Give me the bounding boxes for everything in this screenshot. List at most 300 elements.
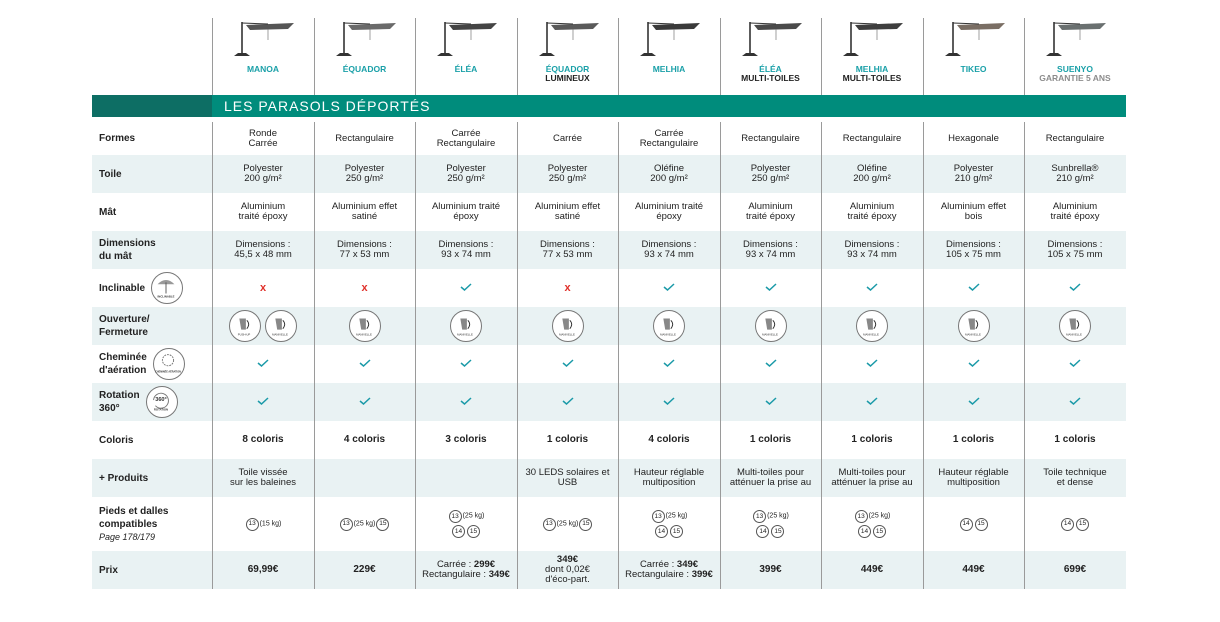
base-number: 15 <box>1076 518 1089 531</box>
check-icon <box>866 397 878 405</box>
svg-text:MANIVELLE: MANIVELLE <box>863 332 879 337</box>
cell-line: USB <box>557 477 578 488</box>
cell-pieds-3 <box>517 497 618 551</box>
label-line: Coloris <box>99 434 134 446</box>
cell-line: Carrée <box>248 137 278 149</box>
cell-content <box>359 397 371 408</box>
product-4 <box>618 18 719 95</box>
svg-text:MANIVELLE: MANIVELLE <box>660 332 676 337</box>
base-weight: (25 kg) <box>556 520 579 527</box>
parasol-image <box>634 18 704 60</box>
cell-line: Aluminium effet <box>331 201 398 212</box>
cell-line: Rectangulaire <box>842 132 902 144</box>
price-value: 399€ <box>759 564 782 575</box>
cell-toile-3 <box>517 155 618 193</box>
cell-produits-7 <box>923 459 1024 497</box>
cell-mat-4 <box>618 193 719 231</box>
cell-dimensions-6 <box>821 231 922 269</box>
check-icon <box>765 283 777 291</box>
cell-prix-0 <box>212 551 313 589</box>
cell-content <box>743 240 798 260</box>
cell-toile-7 <box>923 155 1024 193</box>
cell-coloris-1 <box>314 421 415 459</box>
cell-inclinable-6 <box>821 269 922 307</box>
cell-prix-2 <box>415 551 516 589</box>
cell-line: époxy <box>453 211 479 222</box>
cell-line: traité époxy <box>745 211 796 222</box>
product-name-line2: LUMINEUX <box>545 73 590 83</box>
row-label-produits <box>99 459 211 497</box>
cell-content <box>1060 518 1090 531</box>
cell-line: traité époxy <box>1050 211 1100 222</box>
product-name-line1: MELHIA <box>652 64 686 74</box>
cell-dimensions-8 <box>1024 231 1125 269</box>
cell-coloris-8 <box>1024 421 1125 459</box>
svg-text:MANIVELLE: MANIVELLE <box>355 332 372 337</box>
check-icon <box>460 397 472 405</box>
check-icon <box>968 397 980 405</box>
cell-produits-5 <box>720 459 821 497</box>
cell-content <box>625 560 713 580</box>
cell-content <box>562 397 574 408</box>
check-icon <box>562 397 574 405</box>
coloris-value: 1 coloris <box>952 434 995 445</box>
row-label-prix <box>99 551 211 589</box>
cell-content <box>968 283 980 294</box>
cell-toile-8 <box>1024 155 1125 193</box>
check-icon <box>968 283 980 291</box>
cell-content <box>847 202 896 222</box>
cell-line: Polyester <box>243 163 283 174</box>
cell-line: Rectangulaire <box>741 132 800 144</box>
cell-rotation-8 <box>1024 383 1125 421</box>
cell-content <box>460 397 472 408</box>
cell-mat-5 <box>720 193 821 231</box>
cell-content <box>335 134 394 144</box>
cell-content <box>1043 468 1106 488</box>
cell-line: 93 x 74 mm <box>847 249 897 260</box>
cell-formes-8 <box>1024 122 1125 155</box>
push-up-icon <box>229 310 261 342</box>
product-2 <box>415 18 516 95</box>
cell-content <box>759 565 781 575</box>
pieds-line2 <box>752 525 789 538</box>
crank-icon <box>349 310 381 342</box>
label-line: Fermeture <box>99 327 148 338</box>
parasol-image <box>431 18 501 60</box>
cell-line: 30 LEDS solaires et <box>525 467 610 478</box>
check-icon <box>968 359 980 367</box>
check-icon <box>359 397 371 405</box>
row-label-text <box>99 206 116 219</box>
base-number: 14 <box>858 525 871 538</box>
pieds-line1 <box>959 518 989 531</box>
cell-content <box>542 518 594 531</box>
base-weight: (25 kg) <box>462 512 485 520</box>
cell-line: Polyester <box>446 163 486 174</box>
cell-formes-0 <box>212 122 313 155</box>
coloris-value: 1 coloris <box>546 434 589 445</box>
cell-prix-3 <box>517 551 618 589</box>
cell-pieds-7 <box>923 497 1024 551</box>
cell-content <box>260 283 266 294</box>
base-number: 13 <box>246 518 259 531</box>
cell-produits-1 <box>314 459 415 497</box>
base-number: 15 <box>975 518 988 531</box>
cell-cheminee-6 <box>821 345 922 383</box>
cell-content <box>439 240 494 260</box>
label-line: Prix <box>99 564 118 576</box>
table-row-inclinable <box>92 269 1126 307</box>
cell-content <box>755 310 787 342</box>
label-page-ref: Page 178/179 <box>99 531 156 542</box>
cell-formes-2 <box>415 122 516 155</box>
cell-formes-5 <box>720 122 821 155</box>
cell-line: multiposition <box>947 477 1000 488</box>
parasol-image <box>330 18 400 60</box>
cell-content <box>750 435 791 445</box>
cell-content <box>248 565 279 575</box>
section-band <box>92 95 1126 117</box>
cell-content <box>339 518 391 531</box>
row-label-rotation <box>99 383 211 421</box>
base-number: 13 <box>652 510 665 523</box>
cell-line: Polyester <box>547 163 588 174</box>
cell-dimensions-2 <box>415 231 516 269</box>
parasol-image <box>533 18 603 60</box>
cell-line: Rectangulaire <box>436 137 496 149</box>
cell-line: 210 g/m² <box>954 173 993 184</box>
inclinable-icon <box>151 272 183 304</box>
cell-content <box>962 565 984 575</box>
cell-rotation-1 <box>314 383 415 421</box>
cell-line: et dense <box>1056 477 1094 488</box>
price-value: 449€ <box>860 564 884 575</box>
svg-text:ROTATION: ROTATION <box>153 407 168 412</box>
cell-pieds-6 <box>821 497 922 551</box>
cell-content <box>765 359 777 370</box>
cell-line: 93 x 74 mm <box>745 249 796 260</box>
crank-icon <box>958 310 990 342</box>
product-name <box>315 65 415 74</box>
price-value: 449€ <box>962 564 985 575</box>
coloris-value: 4 coloris <box>343 434 386 445</box>
cell-prix-5 <box>720 551 821 589</box>
cell-line: bois <box>964 211 983 222</box>
price-value: 349€ <box>676 559 699 570</box>
cell-rotation-0 <box>212 383 313 421</box>
check-icon <box>1069 359 1081 367</box>
cell-content <box>765 397 777 408</box>
price-label: Rectangulaire : <box>625 569 692 580</box>
cell-line: Aluminium <box>849 201 895 212</box>
cell-pieds-5 <box>720 497 821 551</box>
parasol-image <box>228 18 298 60</box>
cell-ouverture-7 <box>923 307 1024 345</box>
cell-produits-4 <box>618 459 719 497</box>
cell-line: Aluminium traité <box>634 201 704 212</box>
label-line: Mât <box>99 206 117 218</box>
parasol-image <box>837 18 907 60</box>
cross-mark: x <box>259 281 267 294</box>
label-line: Formes <box>99 133 136 144</box>
cell-content <box>245 518 282 531</box>
cell-inclinable-1 <box>314 269 415 307</box>
cell-content <box>954 164 994 184</box>
cell-mat-1 <box>314 193 415 231</box>
cell-content <box>359 359 371 370</box>
cell-line: Carrée <box>552 132 583 144</box>
cell-content <box>1064 565 1086 575</box>
product-name <box>1025 65 1125 83</box>
cell-line: 250 g/m² <box>751 173 790 184</box>
product-name-line1: ÉLÉA <box>454 64 478 74</box>
check-icon <box>257 359 269 367</box>
label-line: Dimensions <box>99 238 156 249</box>
coloris-value: 3 coloris <box>445 434 487 445</box>
price-label: Carrée : <box>436 559 474 570</box>
cell-prix-4 <box>618 551 719 589</box>
cell-formes-7 <box>923 122 1024 155</box>
cell-formes-4 <box>618 122 719 155</box>
cell-content <box>535 202 600 222</box>
cell-line: Oléfine <box>653 163 685 174</box>
price-value: 399€ <box>691 569 713 580</box>
cell-content <box>437 129 496 149</box>
cell-line: Aluminium <box>748 201 793 212</box>
label-line: Rotation <box>99 390 140 401</box>
svg-text:360°: 360° <box>154 397 167 403</box>
cell-content <box>663 359 675 370</box>
cell-line: Aluminium effet <box>534 201 601 212</box>
check-icon <box>866 283 878 291</box>
base-number: 13 <box>449 510 462 523</box>
base-weight: (15 kg) <box>259 520 282 527</box>
cell-line: 105 x 75 mm <box>1047 249 1103 260</box>
price-value: 699€ <box>1063 564 1087 575</box>
cell-pieds-0 <box>212 497 313 551</box>
cell-content <box>540 240 595 260</box>
cell-mat-6 <box>821 193 922 231</box>
product-name-line1: ÉLÉA <box>759 64 782 74</box>
cell-content <box>752 510 789 538</box>
cell-content <box>746 202 795 222</box>
table-row-coloris <box>92 421 1126 459</box>
cell-cheminee-4 <box>618 345 719 383</box>
cell-line: Dimensions : <box>743 239 798 250</box>
cell-content <box>730 468 811 488</box>
base-number: 13 <box>543 518 556 531</box>
cell-content <box>1048 240 1103 260</box>
table-row-rotation <box>92 383 1126 421</box>
cell-ouverture-1 <box>314 307 415 345</box>
row-label-coloris <box>99 421 211 459</box>
base-number: 15 <box>579 518 592 531</box>
cell-line: Aluminium effet <box>940 201 1007 212</box>
cell-content <box>968 397 980 408</box>
cell-content <box>831 468 912 488</box>
base-number: 14 <box>960 518 973 531</box>
cell-prix-8 <box>1024 551 1125 589</box>
row-label-text <box>99 313 150 339</box>
cell-content <box>460 359 472 370</box>
cell-inclinable-3 <box>517 269 618 307</box>
cell-toile-2 <box>415 155 516 193</box>
cell-content <box>344 435 385 445</box>
cell-content <box>938 468 1008 488</box>
cell-inclinable-8 <box>1024 269 1125 307</box>
pieds-line2 <box>854 525 891 538</box>
check-icon <box>1069 283 1081 291</box>
cell-pieds-1 <box>314 497 415 551</box>
cell-mat-7 <box>923 193 1024 231</box>
cell-line: Polyester <box>344 163 385 174</box>
row-label-mat <box>99 193 211 231</box>
row-label-text <box>99 505 168 544</box>
check-icon <box>663 397 675 405</box>
row-label-cheminee <box>99 345 211 383</box>
cell-content <box>227 310 299 342</box>
product-name-line1: ÉQUADOR <box>545 64 590 74</box>
cell-content <box>238 202 287 222</box>
crank-icon <box>1059 310 1091 342</box>
svg-text:MANIVELLE: MANIVELLE <box>761 332 778 337</box>
base-weight: (25 kg) <box>767 512 789 520</box>
cell-dimensions-5 <box>720 231 821 269</box>
product-name-line1: MANOA <box>246 64 280 74</box>
cell-line: Rectangulaire <box>639 137 699 149</box>
cell-content <box>446 164 486 184</box>
crank-icon <box>653 310 685 342</box>
parasol-image <box>1040 18 1110 60</box>
base-number: 15 <box>670 525 683 538</box>
cell-coloris-7 <box>923 421 1024 459</box>
pieds-line1 <box>651 510 688 523</box>
cell-line: sur les baleines <box>229 477 296 488</box>
table-row-formes <box>92 122 1126 155</box>
cell-line: satiné <box>554 211 581 222</box>
cell-formes-3 <box>517 122 618 155</box>
crank-icon <box>552 310 584 342</box>
cell-content <box>1069 283 1081 294</box>
cell-content <box>552 310 584 342</box>
svg-text:MANIVELLE: MANIVELLE <box>457 332 473 337</box>
cell-line: Toile vissée <box>238 467 288 478</box>
cell-line: Hauteur réglable <box>938 467 1009 478</box>
cell-rotation-3 <box>517 383 618 421</box>
cell-content <box>562 359 574 370</box>
cell-content <box>866 397 878 408</box>
price-line <box>422 570 510 580</box>
cell-cheminee-2 <box>415 345 516 383</box>
cell-line: 250 g/m² <box>345 173 384 184</box>
cell-content <box>843 134 902 144</box>
svg-text:MANIVELLE: MANIVELLE <box>964 332 981 337</box>
check-icon <box>663 283 675 291</box>
price-value: 349€ <box>488 569 510 580</box>
cell-coloris-2 <box>415 421 516 459</box>
cell-content <box>650 164 688 184</box>
cell-toile-1 <box>314 155 415 193</box>
product-name <box>822 65 922 83</box>
cell-rotation-2 <box>415 383 516 421</box>
cell-line: Multi-toiles pour <box>838 467 906 478</box>
pieds-line1 <box>752 510 789 523</box>
cell-formes-6 <box>821 122 922 155</box>
cell-content <box>653 310 685 342</box>
cell-line: Polyester <box>750 163 791 174</box>
cell-content <box>432 202 500 222</box>
coloris-value: 1 coloris <box>749 434 792 445</box>
cell-content <box>663 283 675 294</box>
product-name <box>924 65 1024 74</box>
cell-content <box>448 510 485 538</box>
table-row-prix <box>92 551 1126 589</box>
base-number: 14 <box>1061 518 1074 531</box>
cell-content <box>946 240 1001 260</box>
product-name <box>416 65 516 74</box>
cell-toile-6 <box>821 155 922 193</box>
price-label: Rectangulaire : <box>422 569 489 580</box>
svg-text:MANIVELLE: MANIVELLE <box>1066 332 1082 337</box>
row-label-dimensions <box>99 231 211 269</box>
cell-line: Dimensions : <box>641 239 697 250</box>
cell-content <box>349 310 381 342</box>
cell-content <box>257 359 269 370</box>
cell-content <box>248 129 277 149</box>
cell-content <box>450 310 482 342</box>
label-line: 360° <box>99 403 120 414</box>
table-row-ouverture <box>92 307 1126 345</box>
cell-content <box>941 202 1006 222</box>
cell-inclinable-0 <box>212 269 313 307</box>
cell-line: 77 x 53 mm <box>339 249 390 260</box>
label-line: + Produits <box>99 472 149 484</box>
cell-produits-2 <box>415 459 516 497</box>
product-name <box>721 65 821 83</box>
comparison-table <box>92 18 1126 585</box>
price-note: d'éco-part. <box>545 574 590 585</box>
cell-coloris-4 <box>618 421 719 459</box>
pieds-line1 <box>339 518 391 531</box>
cell-coloris-0 <box>212 421 313 459</box>
cell-content <box>445 435 486 445</box>
cell-toile-4 <box>618 155 719 193</box>
cell-produits-3 <box>517 459 618 497</box>
cell-line: 77 x 53 mm <box>542 249 593 260</box>
crank-icon <box>755 310 787 342</box>
cell-content <box>564 283 570 294</box>
row-label-text <box>99 168 122 181</box>
base-number: 15 <box>376 518 389 531</box>
crank-icon <box>450 310 482 342</box>
base-number: 15 <box>771 525 784 538</box>
cell-content <box>1059 310 1091 342</box>
crank-icon <box>265 310 297 342</box>
product-7 <box>923 18 1024 95</box>
cell-content <box>1069 359 1081 370</box>
base-number: 14 <box>452 525 465 538</box>
cross-mark: x <box>361 281 368 294</box>
crank-icon <box>856 310 888 342</box>
cell-content <box>648 435 689 445</box>
cell-line: 105 x 75 mm <box>946 249 1001 260</box>
label-line: Cheminée <box>99 352 147 363</box>
pieds-line1 <box>1060 518 1090 531</box>
cell-mat-2 <box>415 193 516 231</box>
table-row-mat <box>92 193 1126 231</box>
cell-content <box>1051 164 1098 184</box>
